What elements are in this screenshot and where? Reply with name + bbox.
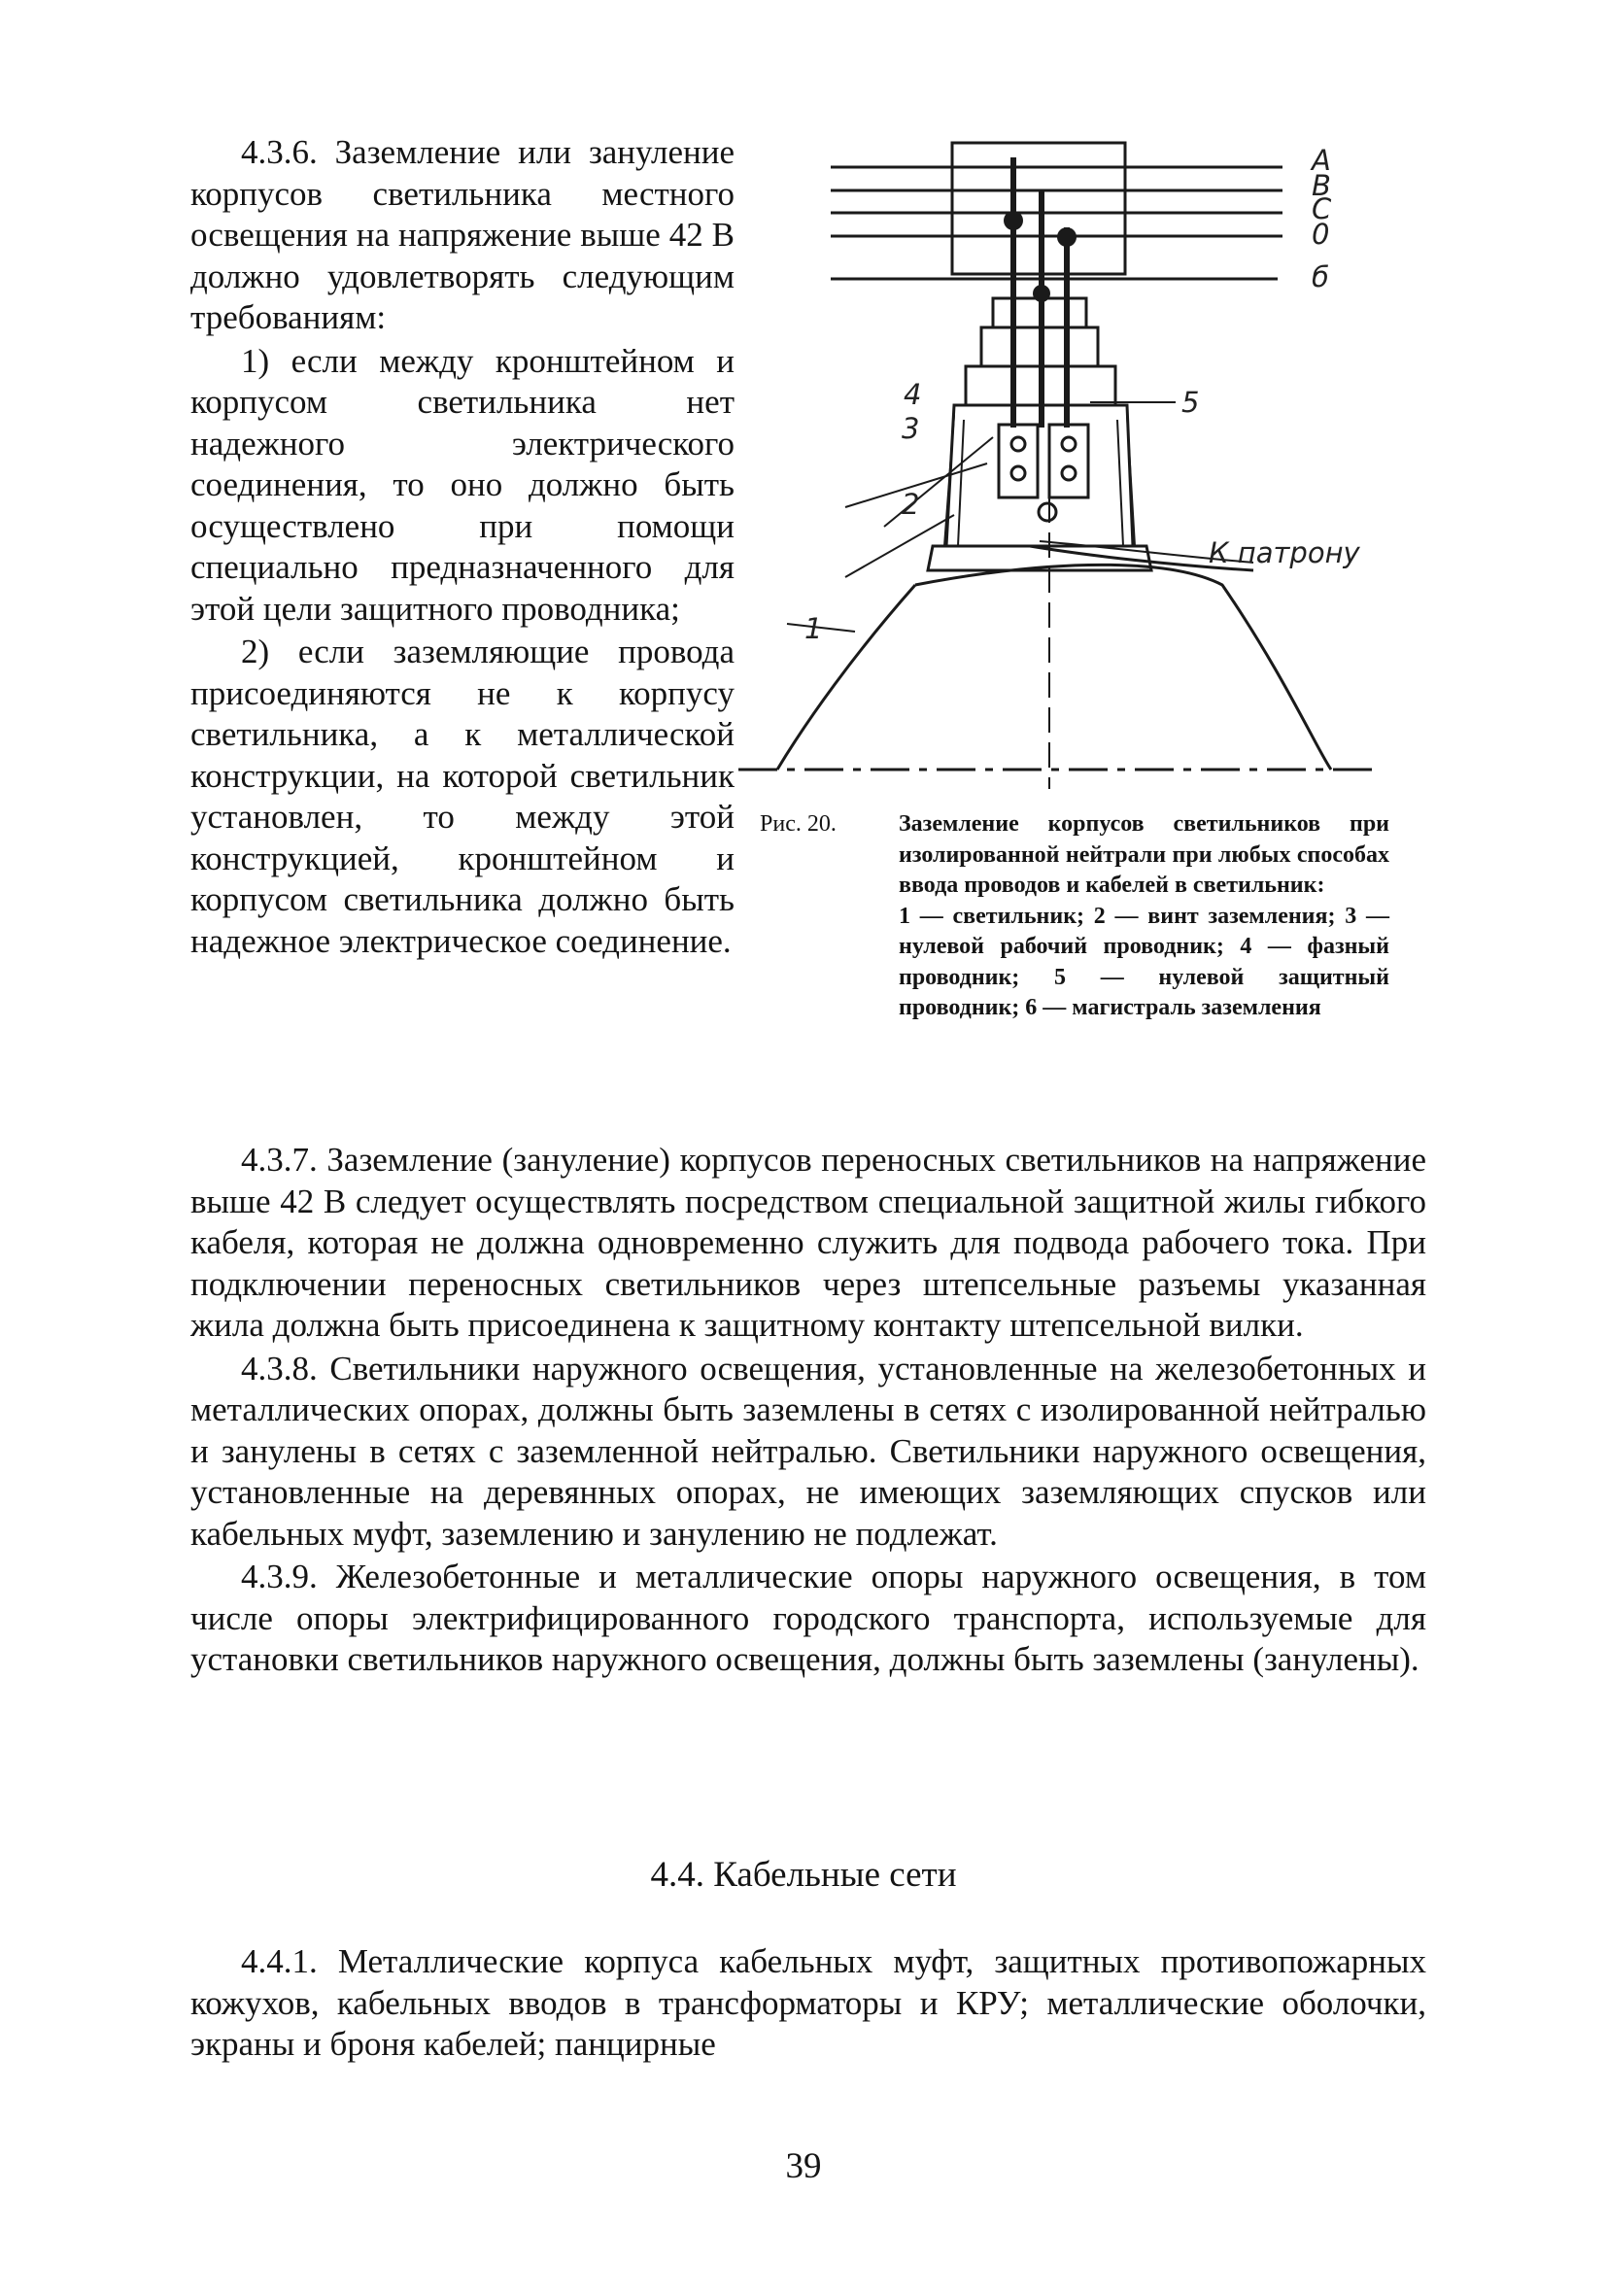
- page-number: 39: [785, 2146, 822, 2186]
- terminal-block-left: [999, 425, 1038, 497]
- bus-label-a: A: [1312, 144, 1331, 177]
- caption-title: Заземление корпусов светильников при изолированной нейтрали при любых способах ввода проводов и кабелей в светильник:: [899, 811, 1389, 898]
- lamp-grounding-diagram: [738, 128, 1380, 789]
- paragraph-4-3-8: 4.3.8. Светильники наружного освещения, установленные на железобетонных и металлических опорах, должны быть заземлены в сетях с изолированной нейтралью и занулены в сетях с заземленной нейтралью. Светильники наружного освещения, установленные на деревянных опорах, не имеющих заземляющих спусков или кабельных муфт, заземлению и занулению не подлежат.: [190, 1349, 1426, 1553]
- figure-20: [738, 128, 1380, 789]
- part-label-1: 1: [804, 612, 823, 645]
- part-label-4: 4: [904, 378, 922, 411]
- section-heading-4-4: 4.4. Кабельные сети: [650, 1855, 957, 1895]
- section-body: [190, 1941, 1426, 2066]
- bus-label-0: 0: [1312, 218, 1330, 251]
- paragraph-4-4-1: 4.4.1. Металлические корпуса кабельных муфт, защитных противопожарных кожухов, кабельных вводов в трансформаторы и КРУ; металлические оболочки, экраны и броня кабелей; панцирные: [190, 1942, 1426, 2063]
- bus-label-c: C: [1312, 192, 1332, 225]
- patron-label: К патрону: [1209, 536, 1360, 569]
- caption-number: Рис. 20.: [760, 811, 837, 837]
- main-body: [190, 1140, 1426, 1683]
- caption-legend: 1 — светильник; 2 — винт заземления; 3 — нулевой рабочий проводник; 4 — фазный проводник; 5 — нулевой защитный проводник; 6 — магистраль заземления: [899, 903, 1389, 1020]
- paragraph-4-3-6-item-2: 2) если заземляющие провода присоединяются не к корпусу светильника, а к металлической конструкции, на которой светильник установлен, то между этой конструкцией, кронштейном и корпусом светильника должно быть надежное электрическое соединение.: [190, 633, 735, 960]
- part-label-3: 3: [902, 412, 920, 445]
- paragraph-4-3-6: 4.3.6. Заземление или зануление корпусов светильника местного освещения на напряжение выше 42 В должно удовлетворять следующим требованиям:: [190, 133, 735, 336]
- lamp-dome-right: [915, 565, 1331, 770]
- bus-label-b: B: [1312, 169, 1331, 202]
- part-label-5: 5: [1181, 386, 1200, 419]
- lamp-dome-left: [777, 585, 915, 770]
- paragraph-4-3-9: 4.3.9. Железобетонные и металлические опоры наружного освещения, в том числе опоры электрифицированного городского транспорта, используемые для установки светильников наружного освещения, должны быть заземлены (занулены).: [190, 1558, 1426, 1678]
- caption-text: [899, 809, 1389, 1024]
- left-column: [190, 132, 735, 962]
- part-label-2: 2: [902, 488, 920, 521]
- grounding-screw: [1039, 503, 1056, 521]
- bus-label-6: б: [1312, 260, 1329, 293]
- paragraph-4-3-6-item-1: 1) если между кронштейном и корпусом светильника нет надежного электрического соединения, то оно должно быть осуществлено при помощи специально предназначенного для этой цели защитного проводника;: [190, 341, 735, 628]
- terminal-block-right: [1049, 425, 1088, 497]
- paragraph-4-3-7: 4.3.7. Заземление (зануление) корпусов переносных светильников на напряжение выше 42 В следует осуществлять посредством специальной защитной жилы гибкого кабеля, которая не должна одновременно служить для подвода рабочего тока. При подключении переносных светильников через штепсельные разъемы указанная жила должна быть присоединена к защитному контакту штепсельной вилки.: [190, 1141, 1426, 1344]
